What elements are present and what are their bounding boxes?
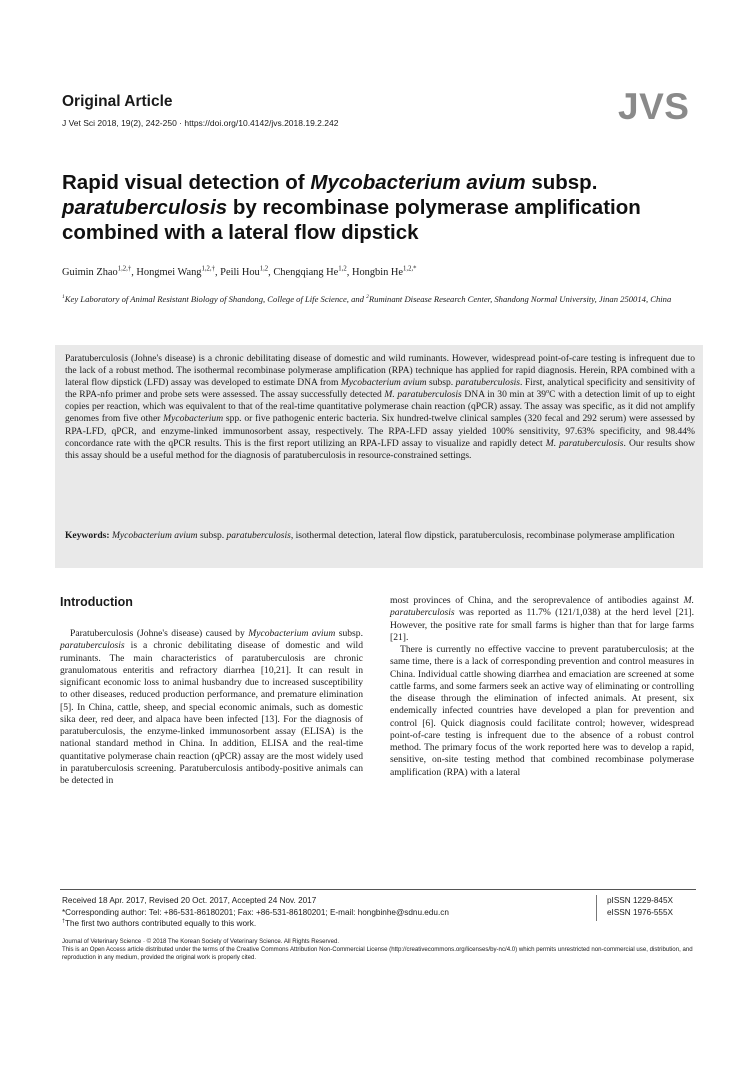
pissn: pISSN 1229-845X (607, 896, 673, 905)
corresponding-author: *Corresponding author: Tel: +86-531-86180201; Fax: +86-531-86180201; E-mail: hongbinhe@sdnu.edu.cn (62, 907, 449, 917)
body-paragraph: There is currently no effective vaccine to prevent paratuberculosis; at the same time, there is a lack of corresponding prevention and control measures in China. Individual cattle showing diarrhea and emaciation are screened at some cattle farms, and some farmers seek an active way of eliminating or controlling the disease through the elimination of infected animals. At present, six endemically infected countries have developed a plan for prevention and control [6]. Quick diagnosis could facilitate control; however, widespread point-of-care testing is infrequent due to the absence of a robust control method. The primary focus of the work reported here was to develop a rapid, sensitive, on-site testing method that combined recombinase polymerase amplification (RPA) with a lateral (390, 644, 694, 778)
abstract-text: Paratuberculosis (Johne's disease) is a chronic debilitating disease of domestic and wild ruminants. However, widespread point-of-care testing is infrequent due to the lack of a robust method. The isothermal recombinase polymerase amplification (RPA) technique has applied for rapid diagnosis. Herein, RPA combined with a lateral flow dipstick (LFD) assay was developed to estimate DNA from Mycobacterium avium subsp. paratuberculosis. First, analytical specificity and sensitivity of the RPA-nfo primer and probe sets were assessed. The assay successfully detected M. paratuberculosis DNA in 30 min at 39$^o$C with a detection limit of up to eight copies per reaction, which was equivalent to that of the real-time quantitative polymerase chain reaction (qPCR) assay. The assay was specific, as it did not amplify genomes from five other Mycobacterium spp. or five pathogenic enteric bacteria. Six hundred-twelve clinical samples (320 fecal and 292 serum) were assessed by RPA-LFD, qPCR, and enzyme-linked immunosorbent assay, respectively. The RPA-LFD assay yielded 100% sensitivity, 97.63% specificity, and 98.44% concordance rate with the qPCR results. This is the first report utilizing an RPA-LFD assay to visualize and rapidly detect M. paratuberculosis. Our results show this assay should be a useful method for the diagnosis of paratuberculosis in resource-constrained settings. (65, 353, 696, 461)
footnotes (62, 895, 592, 930)
body-paragraph: Paratuberculosis (Johne's disease) caused by Mycobacterium avium subsp. paratuberculosis is a chronic debilitating disease of domestic and wild ruminants. The main characteristics of paratuberculosis are chronic granulomatous enteritis and refractory diarrhea [10,21]. It can result in significant economic loss to animal husbandry due to increased susceptibility to other diseases, reduced production performance, and premature elimination [5]. In China, cattle, sheep, and special economic animals, such as domestic sika deer, red deer, and alpaca have been infected [13]. For the diagnosis of paratuberculosis, the enzyme-linked immunosorbent assay (ELISA) is the national standard method in China. In addition, ELISA and the real-time quantitative polymerase chain reaction (qPCR) assay are the most widely used in paratuberculosis screening. Paratuberculosis antibody-positive animals can be detected in (60, 628, 363, 786)
license-text: Journal of Veterinary Science · © 2018 The Korean Society of Veterinary Science. All Rights Reserved. This is an Open Access article distributed under the terms of the Creative Commons Attribution Non-Commercial License (http://creativecommons.org/licenses/by-nc/4.0) which permits unrestricted non-commercial use, distribution, and reproduction in any medium, provided the original work is properly cited. (62, 938, 693, 962)
equal-contribution: †The first two authors contributed equally to this work. (62, 918, 257, 928)
body-column-right (390, 595, 694, 779)
issn-block (607, 895, 673, 918)
body-paragraph: most provinces of China, and the seroprevalence of antibodies against M. paratuberculosis was reported as 11.7% (121/1,038) at the herd level [21]. However, the positive rate for small farms is higher than that for large farms [21]. (390, 595, 694, 643)
author-name: Guimin Zhao (62, 267, 118, 278)
citation-line: J Vet Sci 2018, 19(2), 242-250 · https://doi.org/10.4142/jvs.2018.19.2.242 (62, 118, 339, 128)
article-title: Rapid visual detection of Mycobacterium avium subsp. paratuberculosis by recombinase polymerase amplification combined with a lateral flow dipstick (62, 171, 641, 244)
author-name: Peili Hou (220, 267, 260, 278)
keywords: Keywords: Mycobacterium avium subsp. paratuberculosis, isothermal detection, lateral flow dipstick, paratuberculosis, recombinase polymerase amplification (65, 530, 675, 541)
journal-logo: JVS (618, 86, 690, 127)
author-name: Chengqiang He (273, 267, 339, 278)
footer-vertical-divider (596, 895, 597, 921)
section-label: Original Article (62, 93, 173, 110)
received-dates: Received 18 Apr. 2017, Revised 20 Oct. 2017, Accepted 24 Nov. 2017 (62, 896, 317, 905)
introduction-heading: Introduction (60, 595, 133, 609)
affiliations: $^1$Key Laboratory of Animal Resistant Biology of Shandong, College of Life Science, and $^2$Ruminant Disease Research Center, Shandong Normal University, Jinan 250014, China (62, 294, 672, 304)
author-name: Hongmei Wang (136, 267, 202, 278)
author-list: Guimin Zhao$^{1,2,\dagger}$, Hongmei Wang$^{1,2,\dagger}$, Peili Hou$^{1,2}$, Chengqiang He$^{1,2}$, Hongbin $He^{1,2,*}$ (62, 265, 417, 278)
author-name: Hongbin He (351, 267, 404, 278)
footer-divider (60, 889, 696, 890)
eissn: eISSN 1976-555X (607, 907, 673, 917)
body-column-left (60, 628, 363, 787)
